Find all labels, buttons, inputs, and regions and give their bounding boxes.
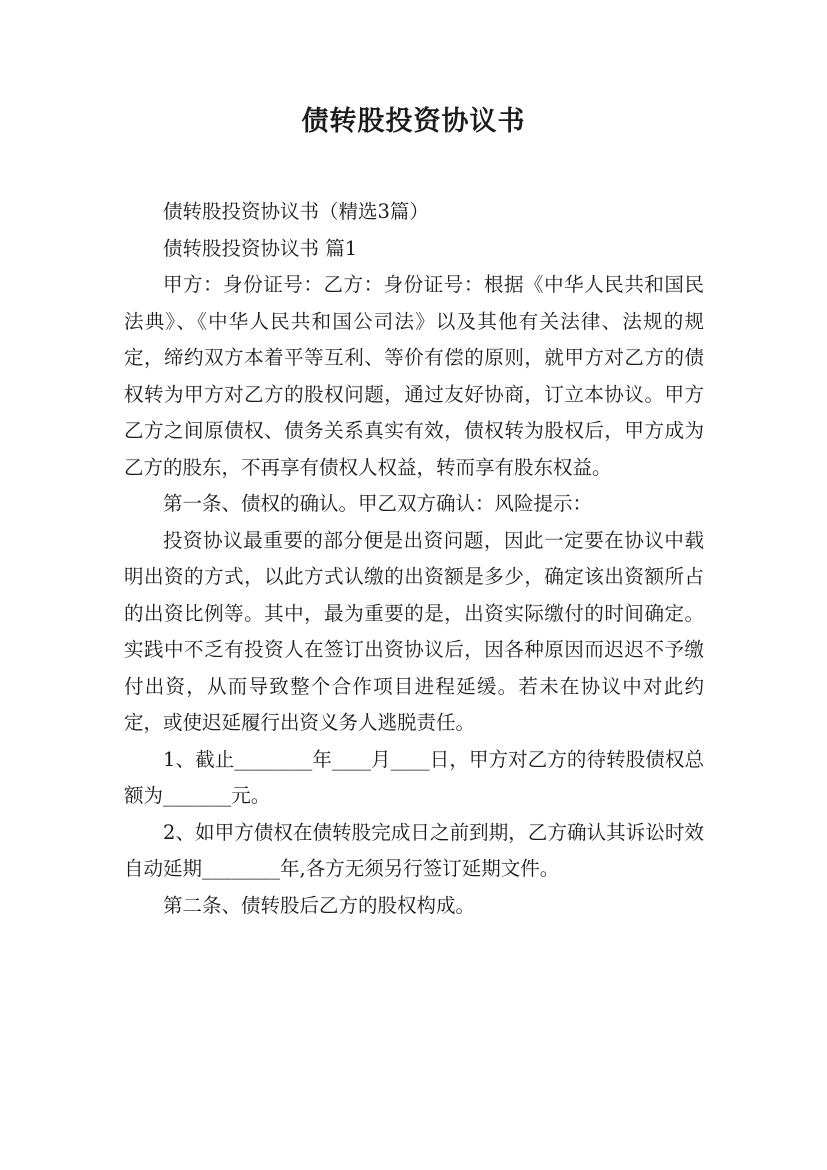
document-title: 债转股投资协议书 bbox=[301, 106, 526, 137]
article-one-heading: 第一条、债权的确认。甲乙双方确认：风险提示： bbox=[163, 492, 593, 515]
section-heading-paragraph: 债转股投资协议书 篇1 bbox=[163, 236, 358, 260]
clause-one-paragraph: 1、截止________年____月____日，甲方对乙方的待转股债权总额为_______元。 bbox=[124, 747, 704, 807]
clause-two-paragraph: 2、如甲方债权在债转股完成日之前到期，乙方确认其诉讼时效自动延期________年,各方无须另行签订延期文件。 bbox=[124, 820, 704, 880]
article-two-heading: 第二条、债转股后乙方的股权构成。 bbox=[163, 893, 476, 917]
preamble-paragraph: 甲方：身份证号：乙方：身份证号：根据《中华人民共和国民法典》、《中华人民共和国公司法》以及其他有关法律、法规的规定，缔约双方本着平等互利、等价有偿的原则，就甲方对乙方的债权转为甲方对乙方的股权问题，通过友好协商，订立本协议。甲方乙方之间原债权、债务关系真实有效，债权转为股权后，甲方成为乙方的股东，不再享有债权人权益，转而享有股东权益。 bbox=[124, 273, 704, 479]
document-body bbox=[124, 194, 704, 924]
subtitle-paragraph: 债转股投资协议书（精选3篇） bbox=[163, 200, 429, 223]
risk-note-paragraph: 投资协议最重要的部分便是出资问题，因此一定要在协议中载明出资的方式，以此方式认缴的出资额是多少，确定该出资额所占的出资比例等。其中，最为重要的是，出资实际缴付的时间确定。实践中不乏有投资人在签订出资协议后，因各种原因而迟迟不予缴付出资，从而导致整个合作项目进程延缓。若未在协议中对此约定，或使迟延履行出资义务人逃脱责任。 bbox=[124, 528, 704, 734]
